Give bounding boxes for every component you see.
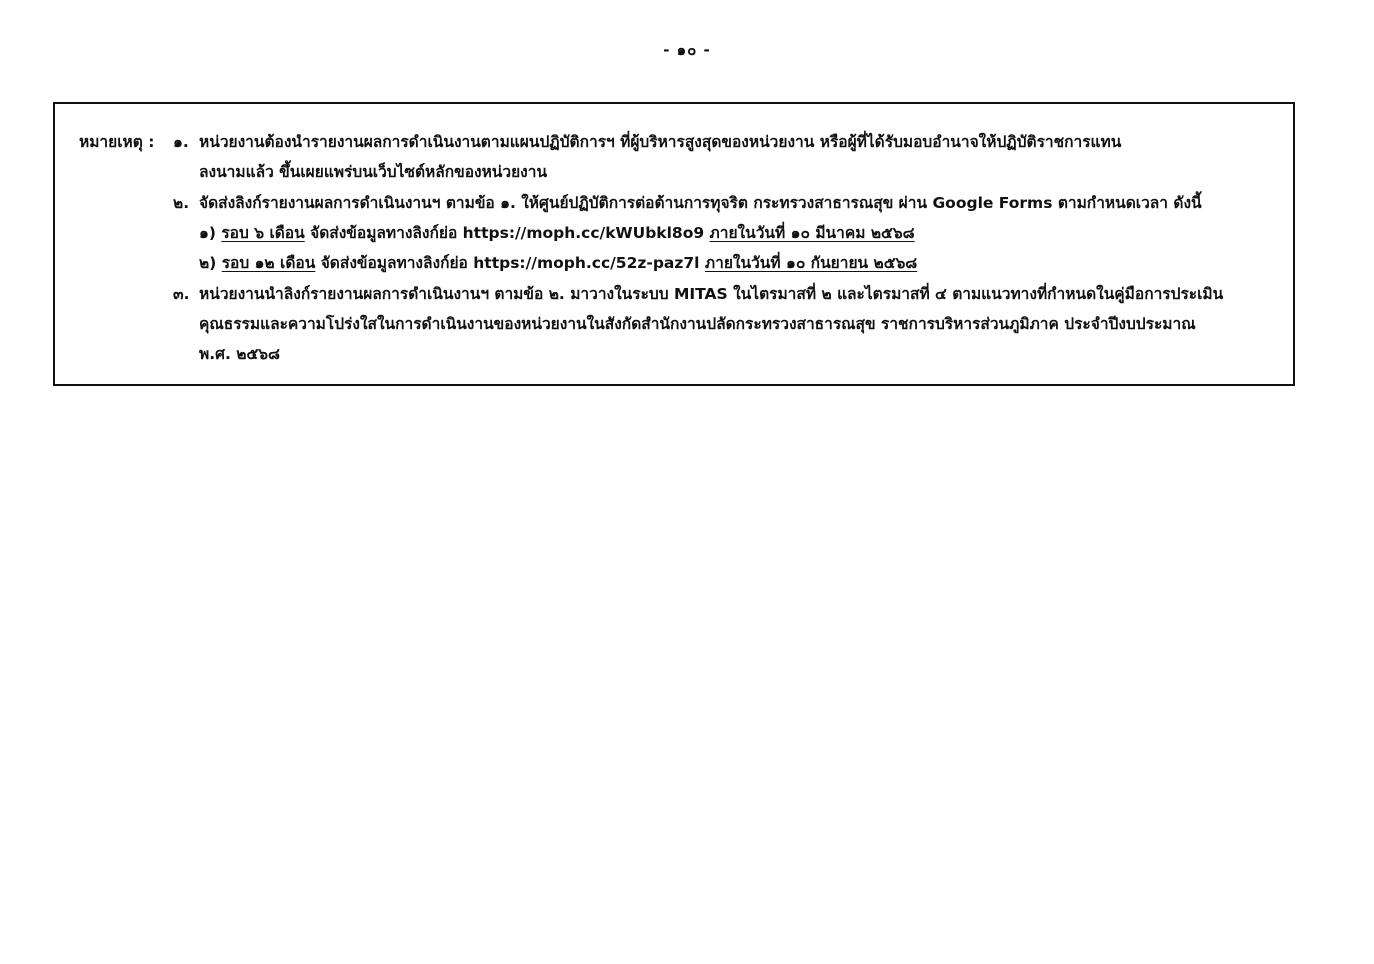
item-2-number: ๒. <box>173 194 190 212</box>
sub-item-2 <box>199 253 917 273</box>
sub-item-1-round: รอบ ๖ เดือน <box>221 224 305 242</box>
item-3-line-2: คุณธรรมและความโปร่งใสในการดำเนินงานของหน่วยงานในสังกัดสำนักงานปลัดกระทรวงสาธารณสุข ราชการบริหารส่วนภูมิภาค ประจำปีงบประมาณ <box>199 315 1196 333</box>
sub-item-1 <box>199 223 915 243</box>
sub-item-2-round: รอบ ๑๒ เดือน <box>221 254 316 272</box>
item-3-line-1: หน่วยงานนำลิงก์รายงานผลการดำเนินงานฯ ตามข้อ ๒. มาวางในระบบ MITAS ในไตรมาสที่ ๒ และไตรมาสที่ ๔ ตามแนวทางที่กำหนดในคู่มือการประเมิน <box>199 285 1224 303</box>
item-1-number: ๑. <box>173 133 189 151</box>
item-1-line-1: หน่วยงานต้องนำรายงานผลการดำเนินงานตามแผนปฏิบัติการฯ ที่ผู้บริหารสูงสุดของหน่วยงาน หรือผู้ที่ได้รับมอบอำนาจให้ปฏิบัติราชการแทน <box>199 133 1122 151</box>
item-1-line-2: ลงนามแล้ว ขึ้นเผยแพร่บนเว็บไซต์หลักของหน่วยงาน <box>199 163 548 181</box>
sub-item-1-text: จัดส่งข้อมูลทางลิงก์ย่อ https://moph.cc/kWUbkl8o9 <box>310 224 705 242</box>
sub-item-2-deadline: ภายในวันที่ ๑๐ กันยายน ๒๕๖๘ <box>704 254 918 272</box>
sub-item-2-text: จัดส่งข้อมูลทางลิงก์ย่อ https://moph.cc/52z-paz7l <box>320 254 700 272</box>
page-number: - ๑๐ - <box>663 41 711 59</box>
sub-item-1-deadline: ภายในวันที่ ๑๐ มีนาคม ๒๕๖๘ <box>709 224 915 242</box>
item-3-number: ๓. <box>173 285 190 303</box>
sub-item-2-number: ๒) <box>199 254 217 272</box>
sub-item-1-number: ๑) <box>199 224 216 242</box>
note-label: หมายเหตุ : <box>79 133 155 151</box>
note-box <box>53 102 1295 386</box>
item-3-line-3: พ.ศ. ๒๕๖๘ <box>199 345 280 363</box>
item-2-line-1: จัดส่งลิงก์รายงานผลการดำเนินงานฯ ตามข้อ ๑. ให้ศูนย์ปฏิบัติการต่อต้านการทุจริต กระทรวงสาธารณสุข ผ่าน Google Forms ตามกำหนดเวลา ดังนี้ <box>199 194 1202 212</box>
